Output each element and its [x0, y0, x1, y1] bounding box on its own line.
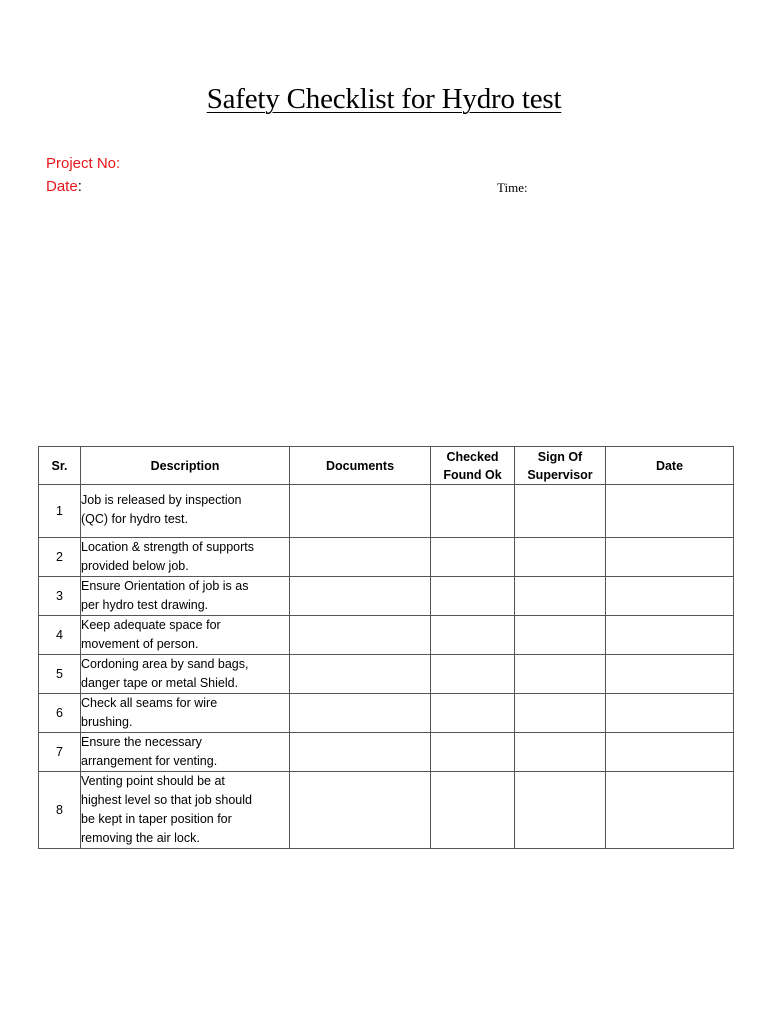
header-documents: Documents	[290, 447, 431, 485]
row-sr: 3	[39, 577, 81, 616]
row-date-cell[interactable]	[606, 694, 734, 733]
row-sign-cell[interactable]	[515, 655, 606, 694]
row-sr: 4	[39, 616, 81, 655]
header-sign-of-supervisor	[515, 447, 606, 485]
row-documents-cell[interactable]	[290, 485, 431, 538]
row-checked-cell[interactable]	[431, 655, 515, 694]
row-description-line: movement of person.	[81, 637, 199, 651]
row-checked-cell[interactable]	[431, 772, 515, 849]
row-description-line: highest level so that job should	[81, 793, 252, 807]
header-checked-found-ok	[431, 447, 515, 485]
row-description-line: Venting point should be at	[81, 774, 225, 788]
row-sign-cell[interactable]	[515, 733, 606, 772]
header-date: Date	[606, 447, 734, 485]
project-number-field	[46, 155, 120, 172]
row-description-line: provided below job.	[81, 559, 189, 573]
time-label: Time:	[497, 180, 528, 195]
header-checked-line2: Found Ok	[443, 467, 502, 482]
time-field	[497, 180, 528, 196]
header-sr: Sr.	[39, 447, 81, 485]
project-number-label: Project No:	[46, 155, 121, 172]
row-date-cell[interactable]	[606, 772, 734, 849]
row-description	[81, 577, 290, 616]
row-sign-cell[interactable]	[515, 616, 606, 655]
date-field	[46, 178, 82, 195]
date-colon: :	[77, 178, 82, 195]
row-sr: 8	[39, 772, 81, 849]
header-sign-line1: Sign Of	[537, 449, 583, 464]
row-description-line: (QC) for hydro test.	[81, 512, 188, 526]
table-row	[39, 538, 734, 577]
row-sr: 5	[39, 655, 81, 694]
row-description	[81, 485, 290, 538]
row-description-line: per hydro test drawing.	[81, 598, 209, 612]
row-sign-cell[interactable]	[515, 577, 606, 616]
row-description-line: Check all seams for wire	[81, 696, 218, 710]
row-documents-cell[interactable]	[290, 655, 431, 694]
table-row	[39, 577, 734, 616]
row-description	[81, 733, 290, 772]
row-documents-cell[interactable]	[290, 616, 431, 655]
row-description-line: brushing.	[81, 715, 133, 729]
row-description	[81, 655, 290, 694]
row-sr: 2	[39, 538, 81, 577]
row-sign-cell[interactable]	[515, 485, 606, 538]
row-checked-cell[interactable]	[431, 577, 515, 616]
row-date-cell[interactable]	[606, 616, 734, 655]
row-documents-cell[interactable]	[290, 538, 431, 577]
row-documents-cell[interactable]	[290, 694, 431, 733]
safety-checklist-table	[38, 446, 734, 849]
table-row	[39, 485, 734, 538]
row-description-line: Keep adequate space for	[81, 618, 221, 632]
row-sr: 6	[39, 694, 81, 733]
row-sr: 1	[39, 485, 81, 538]
header-sign-line2: Supervisor	[527, 467, 593, 482]
table-row	[39, 694, 734, 733]
row-sign-cell[interactable]	[515, 772, 606, 849]
row-date-cell[interactable]	[606, 655, 734, 694]
row-checked-cell[interactable]	[431, 485, 515, 538]
row-description	[81, 538, 290, 577]
table-row	[39, 616, 734, 655]
row-documents-cell[interactable]	[290, 733, 431, 772]
row-description-line: be kept in taper position for	[81, 812, 232, 826]
row-checked-cell[interactable]	[431, 694, 515, 733]
row-checked-cell[interactable]	[431, 733, 515, 772]
row-date-cell[interactable]	[606, 538, 734, 577]
page-title: Safety Checklist for Hydro test	[206, 83, 562, 115]
row-description	[81, 616, 290, 655]
header-description: Description	[81, 447, 290, 485]
row-documents-cell[interactable]	[290, 772, 431, 849]
row-description-line: Ensure the necessary	[81, 735, 202, 749]
row-description-line: arrangement for venting.	[81, 754, 218, 768]
row-description-line: Cordoning area by sand bags,	[81, 657, 249, 671]
row-date-cell[interactable]	[606, 485, 734, 538]
row-description-line: Job is released by inspection	[81, 493, 242, 507]
table-header-row	[39, 447, 734, 485]
row-sr: 7	[39, 733, 81, 772]
row-checked-cell[interactable]	[431, 616, 515, 655]
row-description-line: Location & strength of supports	[81, 540, 255, 554]
row-date-cell[interactable]	[606, 733, 734, 772]
row-documents-cell[interactable]	[290, 577, 431, 616]
date-label: Date	[46, 178, 78, 195]
row-description-line: Ensure Orientation of job is as	[81, 579, 249, 593]
row-description-line: danger tape or metal Shield.	[81, 676, 239, 690]
row-date-cell[interactable]	[606, 577, 734, 616]
row-sign-cell[interactable]	[515, 538, 606, 577]
row-sign-cell[interactable]	[515, 694, 606, 733]
row-description-line: removing the air lock.	[81, 831, 200, 845]
row-checked-cell[interactable]	[431, 538, 515, 577]
table-row	[39, 655, 734, 694]
row-description	[81, 772, 290, 849]
table-row	[39, 772, 734, 849]
row-description	[81, 694, 290, 733]
table-row	[39, 733, 734, 772]
header-checked-line1: Checked	[446, 449, 499, 464]
